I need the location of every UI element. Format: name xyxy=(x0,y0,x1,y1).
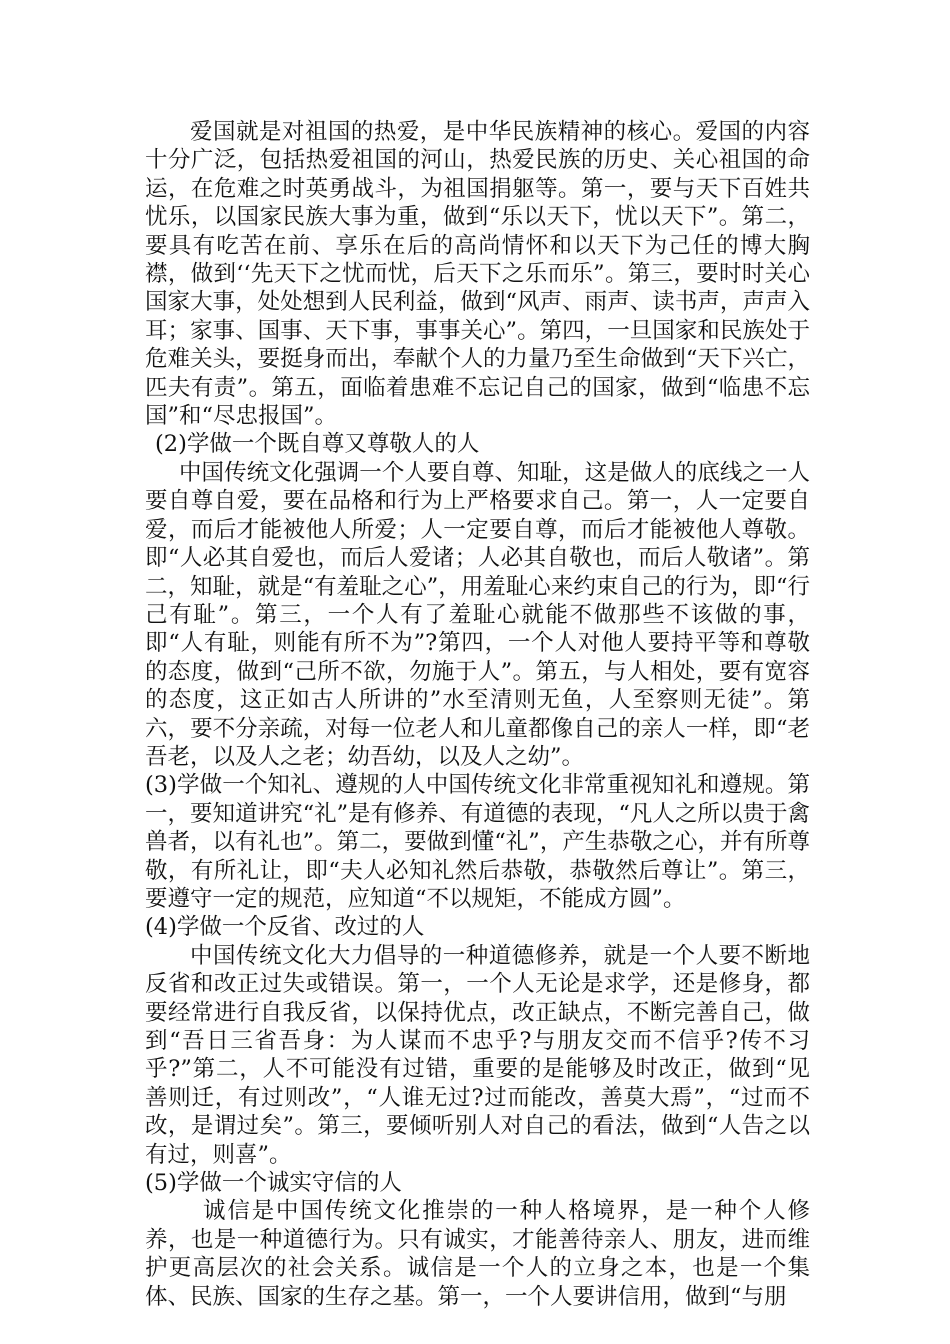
paragraph-reflection: 中国传统文化大力倡导的一种道德修养，就是一个人要不断地反省和改正过失或错误。第一，一个人无论是求学，还是修身，都要经常进行自我反省，以保持优点，改正缺点，不断完善自己，做到“吾日三省吾身：为人谋而不忠乎?与朋友交而不信乎?传不习乎?”第二，人不可能没有过错，重要的是能够及时改正，做到“见善则迁，有过则改”，“人谁无过?过而能改，善莫大焉”，“过而不改，是谓过矣”。第三，要倾听别人对自己的看法，做到“人告之以有过，则喜”。 xyxy=(145,942,810,1168)
paragraph-self-respect: 中国传统文化强调一个人要自尊、知耻，这是做人的底线之一人要自尊自爱，要在品格和行为上严格要求自己。第一，人一定要自爱，而后才能被他人所爱；人一定要自尊，而后才能被他人尊敬。即“人必其自爱也，而后人爱诸；人必其自敬也，而后人敬诸”。第二，知耻，就是“有羞耻之心”，用羞耻心来约束自己的行为，即“行己有耻”。第三，一个人有了羞耻心就能不做那些不该做的事，即“人有耻，则能有所不为”?第四，一个人对他人要持平等和尊敬的态度，做到“己所不欲，勿施于人”。第五，与人相处，要有宽容的态度，这正如古人所讲的”水至清则无鱼，人至察则无徒”。第六，要不分亲疏，对每一位老人和儿童都像自己的亲人一样，即“老吾老，以及人之老；幼吾幼，以及人之幼”。 xyxy=(145,459,810,770)
section-heading-2: (2)学做一个既自尊又尊敬人的人 xyxy=(155,431,480,458)
section-heading-4: (4)学做一个反省、改过的人 xyxy=(145,914,425,941)
paragraph-patriotism: 爱国就是对祖国的热爱，是中华民族精神的核心。爱国的内容十分广泛，包括热爱祖国的河山，热爱民族的历史、关心祖国的命运，在危难之时英勇战斗，为祖国捐躯等。第一，要与天下百姓共忧乐，以国家民族大事为重，做到“乐以天下，忧以天下”。第二，要具有吃苦在前、享乐在后的高尚情怀和以天下为己任的博大胸襟，做到‘‘先天下之忧而忧，后天下之乐而乐”。第三，要时时关心国家大事，处处想到人民利益，做到“风声、雨声、读书声，声声入耳；家事、国事、天下事，事事关心”。第四，一旦国家和民族处于危难关头，要挺身而出，奉献个人的力量乃至生命做到“天下兴亡，匹夫有责”。第五，面临着患难不忘记自己的国家，做到“临患不忘国”和“尽忠报国”。 xyxy=(145,119,810,430)
paragraph-honesty: 诚信是中国传统文化推崇的一种人格境界，是一种个人修养，也是一种道德行为。只有诚实，才能善待亲人、朋友，进而维护更高层次的社会关系。诚信是一个人的立身之本，也是一个集体、民族、国家的生存之基。第一，一个人要讲信用，做到“与朋 xyxy=(145,1198,810,1310)
section-heading-5: (5)学做一个诚实守信的人 xyxy=(145,1170,402,1197)
document-page xyxy=(145,118,810,1311)
paragraph-etiquette: (3)学做一个知礼、遵规的人中国传统文化非常重视知礼和遵规。第一，要知道讲究“礼”是有修养、有道德的表现，“凡人之所以贵于禽兽者，以有礼也”。第二，要做到懂“礼”，产生恭敬之心，并有所尊敬，有所礼让，即“夫人必知礼然后恭敬，恭敬然后尊让”。第三，要遵守一定的规范，应知道“不以规矩，不能成方圆”。 xyxy=(145,772,810,912)
